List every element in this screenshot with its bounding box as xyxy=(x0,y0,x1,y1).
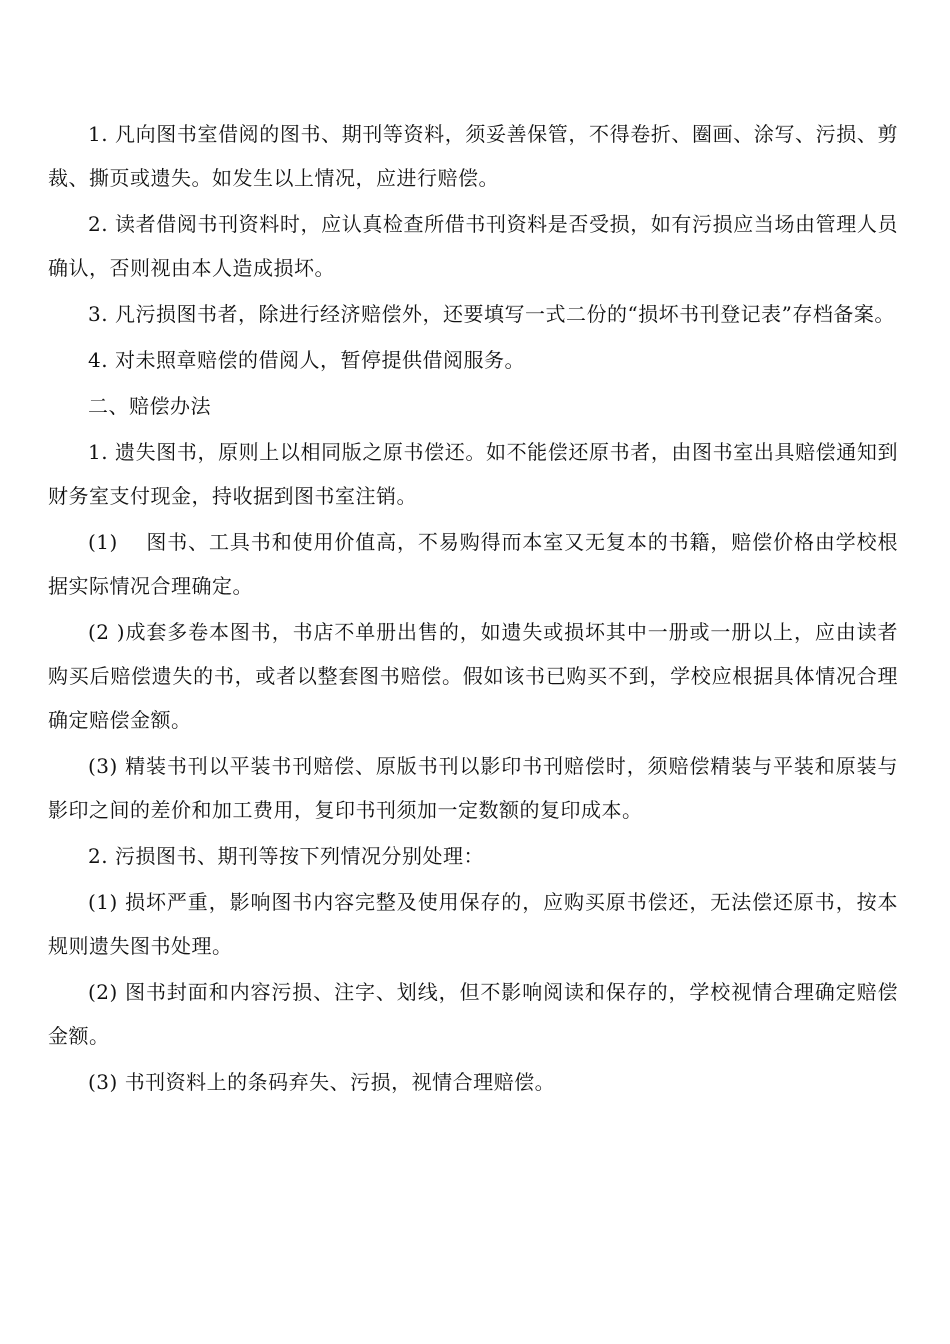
paragraph-lost-sub-1: (1) 图书、工具书和使用价值高，不易购得而本室又无复本的书籍，赔偿价格由学校根据实际情况合理确定。 xyxy=(48,530,898,598)
paragraph-rule-4: 4. 对未照章赔偿的借阅人，暂停提供借阅服务。 xyxy=(88,348,525,372)
paragraph-rule-1: 1. 凡向图书室借阅的图书、期刊等资料，须妥善保管，不得卷折、圈画、涂写、污损、剪裁、撕页或遗失。如发生以上情况，应进行赔偿。 xyxy=(48,122,898,190)
paragraph-damaged-books: 2. 污损图书、期刊等按下列情况分别处理： xyxy=(88,844,484,868)
paragraph-damaged-sub-3: (3) 书刊资料上的条码弃失、污损，视情合理赔偿。 xyxy=(88,1070,556,1094)
paragraph-rule-2: 2. 读者借阅书刊资料时，应认真检查所借书刊资料是否受损，如有污损应当场由管理人员确认，否则视由本人造成损坏。 xyxy=(48,212,898,280)
section-heading-compensation: 二、赔偿办法 xyxy=(88,394,211,418)
paragraph-lost-books: 1. 遗失图书，原则上以相同版之原书偿还。如不能偿还原书者，由图书室出具赔偿通知到财务室支付现金，持收据到图书室注销。 xyxy=(48,440,898,508)
document-body xyxy=(48,112,898,1106)
paragraph-damaged-sub-2: (2) 图书封面和内容污损、注字、划线，但不影响阅读和保存的，学校视情合理确定赔偿金额。 xyxy=(48,980,898,1048)
paragraph-damaged-sub-1: (1) 损坏严重，影响图书内容完整及使用保存的，应购买原书偿还，无法偿还原书，按本规则遗失图书处理。 xyxy=(48,890,898,958)
paragraph-rule-3: 3. 凡污损图书者，除进行经济赔偿外，还要填写一式二份的“损坏书刊登记表”存档备案。 xyxy=(88,302,895,326)
paragraph-lost-sub-2: (2 )成套多卷本图书，书店不单册出售的，如遗失或损坏其中一册或一册以上，应由读者购买后赔偿遗失的书，或者以整套图书赔偿。假如该书已购买不到，学校应根据具体情况合理确定赔偿金额。 xyxy=(48,620,898,732)
paragraph-lost-sub-3: (3) 精装书刊以平装书刊赔偿、原版书刊以影印书刊赔偿时，须赔偿精装与平装和原装与影印之间的差价和加工费用，复印书刊须加一定数额的复印成本。 xyxy=(48,754,898,822)
